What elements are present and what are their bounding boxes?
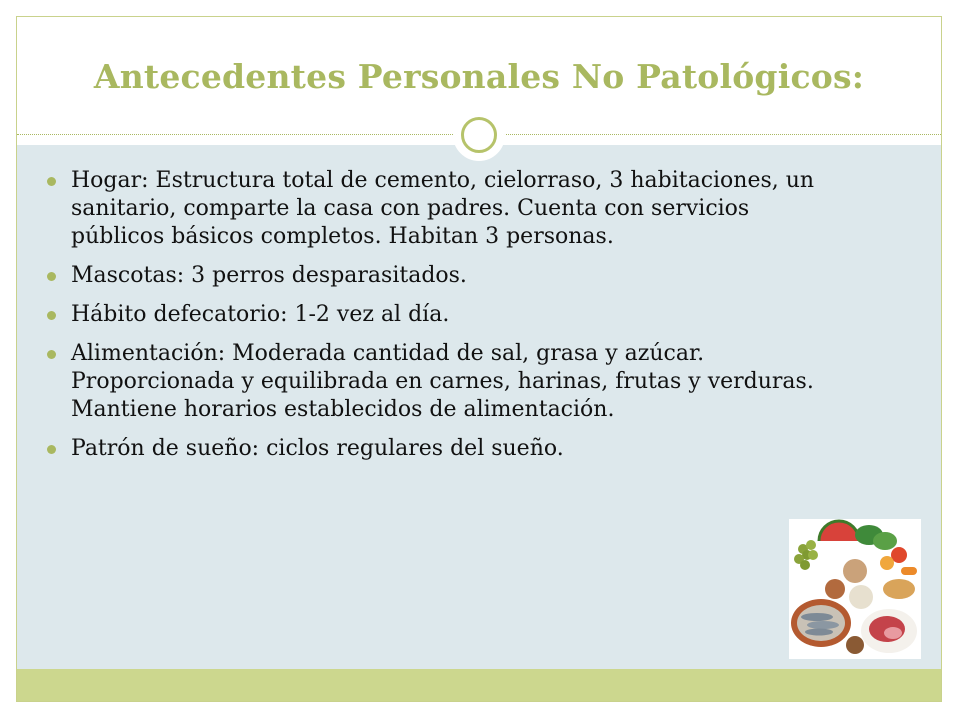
food-illustration — [789, 519, 921, 659]
bullet-item-hogar — [47, 167, 827, 251]
carrot-icon — [901, 567, 917, 575]
bullet-list — [47, 167, 827, 474]
bullet-dot-icon — [47, 177, 56, 186]
bullet-text: Hábito defecatorio: 1-2 vez al día. — [71, 302, 450, 327]
bottom-bar — [17, 669, 941, 701]
bullet-dot-icon — [47, 350, 56, 359]
food-plate-image — [789, 519, 921, 659]
bullet-dot-icon — [47, 445, 56, 454]
bullet-item-mascotas — [47, 262, 827, 290]
bullet-text: Mascotas: 3 perros desparasitados. — [71, 263, 467, 288]
bullet-dot-icon — [47, 311, 56, 320]
bullet-item-habito — [47, 301, 827, 329]
bread-icon — [883, 579, 915, 599]
beans-bowl-icon — [843, 559, 867, 583]
bullet-item-sueno — [47, 435, 827, 463]
bullet-text: Patrón de sueño: ciclos regulares del sueño. — [71, 436, 564, 461]
slide-title: Antecedentes Personales No Patológicos: — [93, 57, 865, 96]
bullet-dot-icon — [47, 272, 56, 281]
slide-frame — [16, 16, 942, 702]
circle-ring — [461, 117, 497, 153]
bullet-text: Hogar: Estructura total de cemento, cielorraso, 3 habitaciones, un sanitario, comparte la casa con padres. Cuenta con servicios públicos básicos completos. Habitan 3 personas. — [71, 168, 815, 249]
circle-ornament-icon — [453, 109, 505, 161]
bullet-item-alimentacion — [47, 340, 827, 424]
bullet-text: Alimentación: Moderada cantidad de sal, grasa y azúcar. Proporcionada y equilibrada en carnes, harinas, frutas y verduras. Mantiene horarios establecidos de alimentación. — [71, 341, 814, 422]
